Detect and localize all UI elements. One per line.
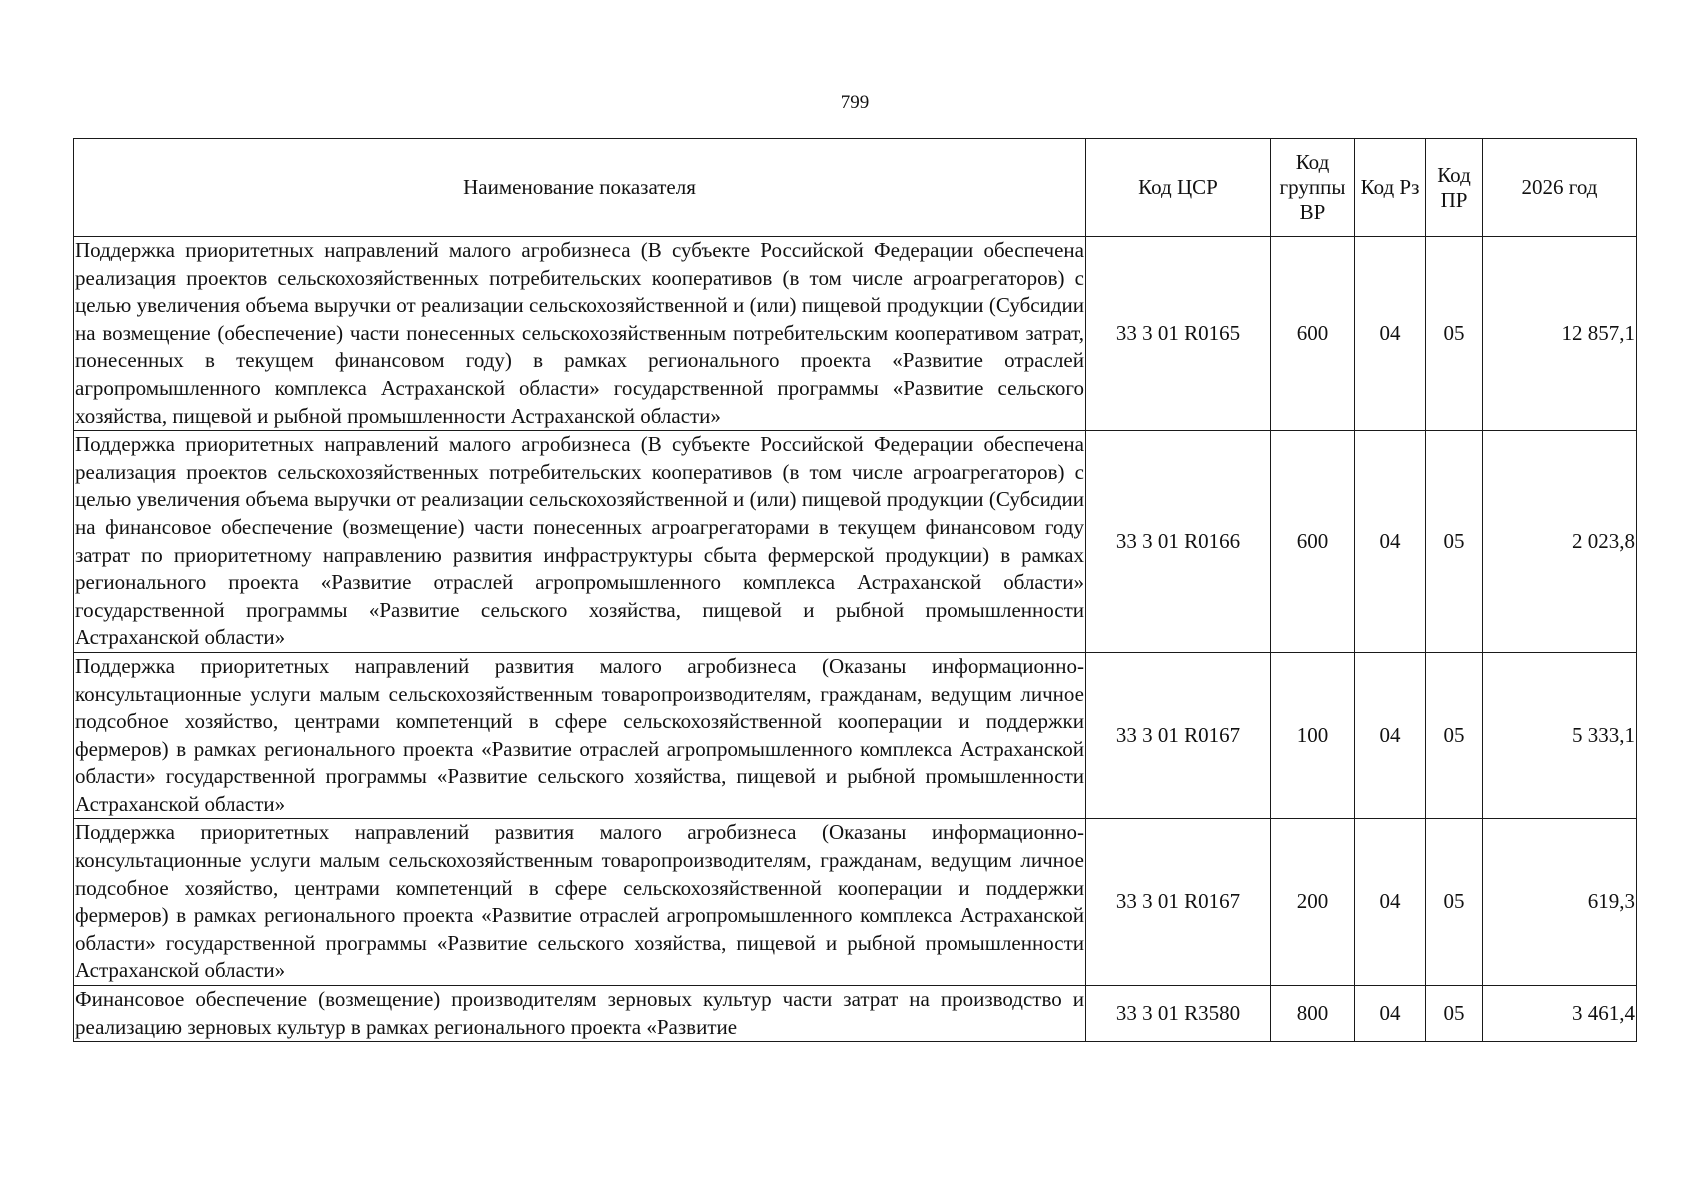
header-csr: Код ЦСР [1086, 139, 1271, 237]
row-rz: 04 [1355, 986, 1426, 1042]
row-csr: 33 3 01 R0167 [1086, 819, 1271, 986]
row-vr: 600 [1271, 431, 1355, 653]
table-row [74, 652, 1637, 819]
page-number: 799 [840, 92, 870, 113]
row-pr: 05 [1426, 652, 1483, 819]
row-csr: 33 3 01 R0167 [1086, 652, 1271, 819]
row-amount: 3 461,4 [1483, 986, 1637, 1042]
row-csr: 33 3 01 R0165 [1086, 237, 1271, 431]
row-name: Поддержка приоритетных направлений развития малого агробизнеса (Оказаны информационно-консультационные услуги малым сельскохозяйственным товаропроизводителям, гражданам, ведущим личное подсобное хозяйство, центрами компетенций в сфере сельскохозяйственной кооперации и поддержки фермеров) в рамках регионального проекта «Развитие отраслей агропромышленного комплекса Астраханской области» государственной программы «Развитие сельского хозяйства, пищевой и рыбной промышленности Астраханской области» [74, 819, 1086, 986]
row-name: Поддержка приоритетных направлений малого агробизнеса (В субъекте Российской Федерации обеспечена реализация проектов сельскохозяйственных потребительских кооперативов (в том числе агроагрегаторов) с целью увеличения объема выручки от реализации сельскохозяйственной и (или) пищевой продукции (Субсидии на возмещение (обеспечение) части понесенных сельскохозяйственным потребительским кооперативом затрат, понесенных в текущем финансовом году) в рамках регионального проекта «Развитие отраслей агропромышленного комплекса Астраханской области» государственной программы «Развитие сельского хозяйства, пищевой и рыбной промышленности Астраханской области» [74, 237, 1086, 431]
header-pr: Код ПР [1426, 139, 1483, 237]
table-header-row [74, 139, 1637, 237]
row-pr: 05 [1426, 986, 1483, 1042]
row-csr: 33 3 01 R0166 [1086, 431, 1271, 653]
row-pr: 05 [1426, 431, 1483, 653]
budget-table [73, 138, 1637, 1042]
header-name: Наименование показателя [74, 139, 1086, 237]
row-vr: 800 [1271, 986, 1355, 1042]
row-rz: 04 [1355, 819, 1426, 986]
row-rz: 04 [1355, 237, 1426, 431]
header-rz: Код Рз [1355, 139, 1426, 237]
row-vr: 100 [1271, 652, 1355, 819]
row-rz: 04 [1355, 431, 1426, 653]
table-row [74, 819, 1637, 986]
row-name: Поддержка приоритетных направлений малого агробизнеса (В субъекте Российской Федерации обеспечена реализация проектов сельскохозяйственных потребительских кооперативов (в том числе агроагрегаторов) с целью увеличения объема выручки от реализации сельскохозяйственной и (или) пищевой продукции (Субсидии на финансовое обеспечение (возмещение) части понесенных агроагрегаторами в текущем финансовом году затрат по приоритетному направлению развития инфраструктуры сбыта фермерской продукции) в рамках регионального проекта «Развитие отраслей агропромышленного комплекса Астраханской области» государственной программы «Развитие сельского хозяйства, пищевой и рыбной промышленности Астраханской области» [74, 431, 1086, 653]
header-vr: Код группы ВР [1271, 139, 1355, 237]
row-pr: 05 [1426, 819, 1483, 986]
header-year: 2026 год [1483, 139, 1637, 237]
row-pr: 05 [1426, 237, 1483, 431]
row-vr: 600 [1271, 237, 1355, 431]
row-vr: 200 [1271, 819, 1355, 986]
row-name-cell [74, 986, 1086, 1042]
table-row [74, 237, 1637, 431]
row-amount: 619,3 [1483, 819, 1637, 986]
row-amount: 2 023,8 [1483, 431, 1637, 653]
row-csr: 33 3 01 R3580 [1086, 986, 1271, 1042]
table-row [74, 986, 1637, 1042]
row-name: Финансовое обеспечение (возмещение) производителям зерновых культур части затрат на производство и реализацию зерновых культур в рамках регионального проекта «Развитие [75, 987, 1084, 1039]
table-row [74, 431, 1637, 653]
row-name: Поддержка приоритетных направлений развития малого агробизнеса (Оказаны информационно-консультационные услуги малым сельскохозяйственным товаропроизводителям, гражданам, ведущим личное подсобное хозяйство, центрами компетенций в сфере сельскохозяйственной кооперации и поддержки фермеров) в рамках регионального проекта «Развитие отраслей агропромышленного комплекса Астраханской области» государственной программы «Развитие сельского хозяйства, пищевой и рыбной промышленности Астраханской области» [74, 652, 1086, 819]
row-amount: 12 857,1 [1483, 237, 1637, 431]
row-amount: 5 333,1 [1483, 652, 1637, 819]
row-rz: 04 [1355, 652, 1426, 819]
